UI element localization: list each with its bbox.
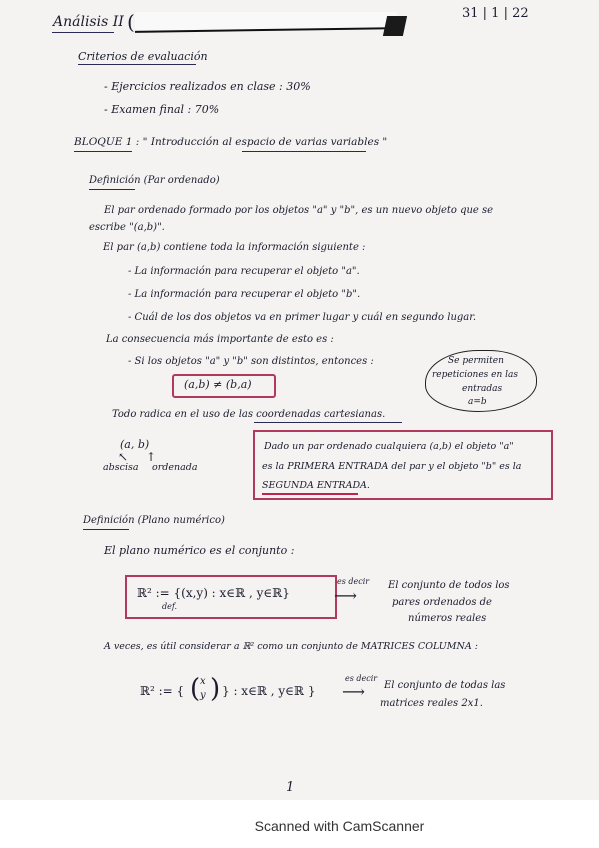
def-label: def. <box>162 602 178 611</box>
plane-desc-3: números reales <box>408 613 487 624</box>
date: 31 | 1 | 22 <box>462 6 529 21</box>
arrow-label-2: es decir <box>345 674 378 683</box>
cartesian-underline <box>254 422 402 423</box>
def1-line-7: La consecuencia más importante de esto es : <box>106 334 334 345</box>
def1-heading: Definición (Par ordenado) <box>89 175 220 186</box>
block-title: BLOQUE 1 : " Introducción al espacio de varias variables " <box>74 136 388 148</box>
def2-underline <box>83 529 129 530</box>
matrix-top: x <box>200 676 206 687</box>
cloud-line-2: repeticiones en las <box>432 370 518 380</box>
def1-underline <box>89 189 135 190</box>
matrix-bracket-close: ) <box>210 674 221 704</box>
cloud-line-4: a=b <box>468 397 487 407</box>
def1-line-1: El par ordenado formado por los objetos "a" y "b", es un nuevo objeto que se <box>104 205 494 216</box>
matrix-bottom: y <box>200 690 206 701</box>
subject-title: Análisis II <box>53 14 124 30</box>
block-underline-2 <box>242 151 366 152</box>
def1-line-4: - La información para recuperar el objeto "a". <box>128 266 360 277</box>
evaluation-item-2: - Examen final : 70% <box>104 103 220 116</box>
subject-underline <box>52 32 114 33</box>
cloud-line-3: entradas <box>462 384 503 394</box>
def1-line-2: escribe "(a,b)". <box>89 222 165 233</box>
matrix-formula-left: ℝ² := { <box>140 684 185 698</box>
evaluation-item-1: - Ejercicios realizados en clase : 30% <box>104 80 311 93</box>
def1-line-6: - Cuál de los dos objetos va en primer lugar y cuál en segundo lugar. <box>128 312 477 323</box>
arrow-label: es decir <box>337 577 370 586</box>
matrix-desc-1: El conjunto de todas las <box>384 680 506 691</box>
def1-line-3: El par (a,b) contiene toda la información siguiente : <box>103 242 366 253</box>
def1-line-8: - Si los objetos "a" y "b" son distintos, entonces : <box>128 356 374 367</box>
plane-desc-1: El conjunto de todos los <box>388 580 510 591</box>
evaluation-underline <box>78 64 196 65</box>
matrix-sentence: A veces, es útil considerar a ℝ² como un conjunto de MATRICES COLUMNA : <box>104 641 478 652</box>
def2-intro: El plano numérico es el conjunto : <box>104 544 295 557</box>
abscisa-label: abscisa <box>103 462 139 473</box>
subject-paren: ( <box>127 10 135 34</box>
page-number: 1 <box>286 780 295 795</box>
cartesian-sentence: Todo radica en el uso de las coordenadas cartesianas. <box>112 409 386 420</box>
plane-desc-2: pares ordenados de <box>392 597 492 608</box>
entries-box-underline <box>262 493 358 495</box>
implies-arrow-icon: ⟶ <box>334 586 357 605</box>
redaction-marker <box>383 16 407 36</box>
def1-line-5: - La información para recuperar el objeto "b". <box>128 289 361 300</box>
pair-ab: (a, b) <box>120 438 150 451</box>
scanner-watermark: Scanned with CamScanner <box>254 818 425 834</box>
entries-box-line-2: es la PRIMERA ENTRADA del par y el objeto "b" es la <box>262 461 522 472</box>
implies-arrow-icon-2: ⟶ <box>342 682 365 701</box>
abscisa-arrow-icon: ↖ <box>118 450 129 464</box>
matrix-formula-right: } : x∈ℝ , y∈ℝ } <box>222 684 316 698</box>
block-underline-1 <box>74 151 132 152</box>
ordenada-arrow-icon: ↑ <box>146 450 157 464</box>
matrix-desc-2: matrices reales 2x1. <box>380 698 483 709</box>
matrix-bracket-open: ( <box>190 674 201 704</box>
entries-box-line-1: Dado un par ordenado cualquiera (a,b) el objeto "a" <box>264 441 514 452</box>
cloud-line-1: Se permiten <box>448 356 504 366</box>
def2-heading: Definición (Plano numérico) <box>83 515 225 526</box>
plane-formula: ℝ² := {(x,y) : x∈ℝ , y∈ℝ} <box>137 586 290 600</box>
ordenada-label: ordenada <box>152 462 198 473</box>
non-commutative-formula: (a,b) ≠ (b,a) <box>184 378 252 391</box>
entries-box-line-3: SEGUNDA ENTRADA. <box>262 480 370 491</box>
evaluation-heading: Criterios de evaluación <box>78 50 208 63</box>
